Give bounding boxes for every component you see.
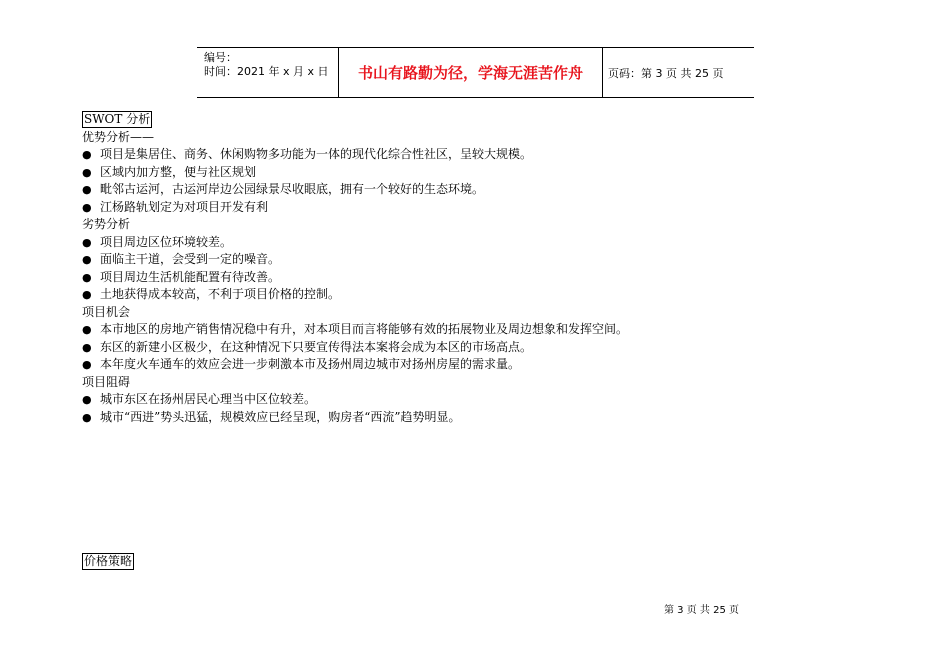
weakness-text: 项目周边生活机能配置有待改善。 xyxy=(100,269,281,284)
bullet-icon: ● xyxy=(82,253,92,266)
header-page-label: 页码：第 3 页 共 25 页 xyxy=(608,66,724,80)
list-item xyxy=(82,146,802,164)
bullet-icon: ● xyxy=(82,270,92,284)
bullet-icon: ● xyxy=(82,165,92,179)
bullet-icon: ● xyxy=(82,323,92,336)
opportunity-text: 本年度火车通车的效应会进一步刺激本市及扬州周边城市对扬州房屋的需求量。 xyxy=(100,357,521,371)
list-item xyxy=(82,321,802,339)
bullet-icon: ● xyxy=(82,288,92,301)
swot-heading: SWOT 分析 xyxy=(84,112,151,126)
list-item xyxy=(82,199,802,217)
header-motto: 书山有路勤为径，学海无涯苦作舟 xyxy=(338,48,603,97)
threat-text: 城市东区在扬州居民心理当中区位较差。 xyxy=(100,392,317,406)
threats-heading: 项目阻碍 xyxy=(82,374,131,389)
list-item xyxy=(82,181,802,199)
weakness-text: 项目周边区位环境较差。 xyxy=(100,234,233,249)
weaknesses-heading: 劣势分析 xyxy=(82,217,131,231)
list-item xyxy=(82,251,802,269)
list-item xyxy=(82,356,802,374)
list-item xyxy=(82,234,802,252)
list-item xyxy=(82,164,802,182)
weakness-text: 土地获得成本较高，不利于项目价格的控制。 xyxy=(100,287,341,301)
opportunities-heading: 项目机会 xyxy=(82,304,131,319)
bullet-icon: ● xyxy=(82,183,92,196)
page-footer: 第 3 页 共 25 页 xyxy=(664,605,739,616)
strength-text: 区域内加方整，便与社区规划 xyxy=(100,164,257,179)
list-item xyxy=(82,269,802,287)
swot-heading-line xyxy=(82,111,802,129)
strengths-heading: 优势分析—— xyxy=(82,129,155,144)
list-item xyxy=(82,339,802,357)
list-item xyxy=(82,286,802,304)
bullet-icon: ● xyxy=(82,340,92,354)
time-label: 时间：2021 年 x 月 x 日 xyxy=(204,65,329,78)
bullet-icon: ● xyxy=(82,393,92,406)
page-header xyxy=(197,47,754,98)
price-heading: 价格策略 xyxy=(84,554,133,568)
bullet-icon: ● xyxy=(82,148,92,161)
bullet-icon: ● xyxy=(82,410,92,424)
list-item xyxy=(82,391,802,409)
list-item xyxy=(82,409,802,427)
bullet-icon: ● xyxy=(82,235,92,249)
number-label: 编号： xyxy=(204,51,237,64)
price-heading-line xyxy=(82,553,134,570)
threat-text: 城市“西进”势头迅猛，规模效应已经呈现，购房者“西流”趋势明显。 xyxy=(100,409,461,424)
bullet-icon: ● xyxy=(82,358,92,371)
opportunity-text: 东区的新建小区极少，在这种情况下只要宣传得法本案将会成为本区的市场高点。 xyxy=(100,339,533,354)
weakness-text: 面临主干道，会受到一定的噪音。 xyxy=(100,252,281,266)
opportunity-text: 本市地区的房地产销售情况稳中有升，对本项目而言将能够有效的拓展物业及周边想象和发挥空间。 xyxy=(100,322,629,336)
strength-text: 项目是集居住、商务、休闲购物多功能为一体的现代化综合性社区，呈较大规模。 xyxy=(100,147,533,161)
strength-text: 江杨路轨划定为对项目开发有利 xyxy=(100,199,269,214)
bullet-icon: ● xyxy=(82,200,92,214)
header-info-cell xyxy=(197,48,338,97)
strength-text: 毗邻古运河，古运河岸边公园绿景尽收眼底，拥有一个较好的生态环境。 xyxy=(100,182,485,196)
document-body xyxy=(82,111,802,426)
